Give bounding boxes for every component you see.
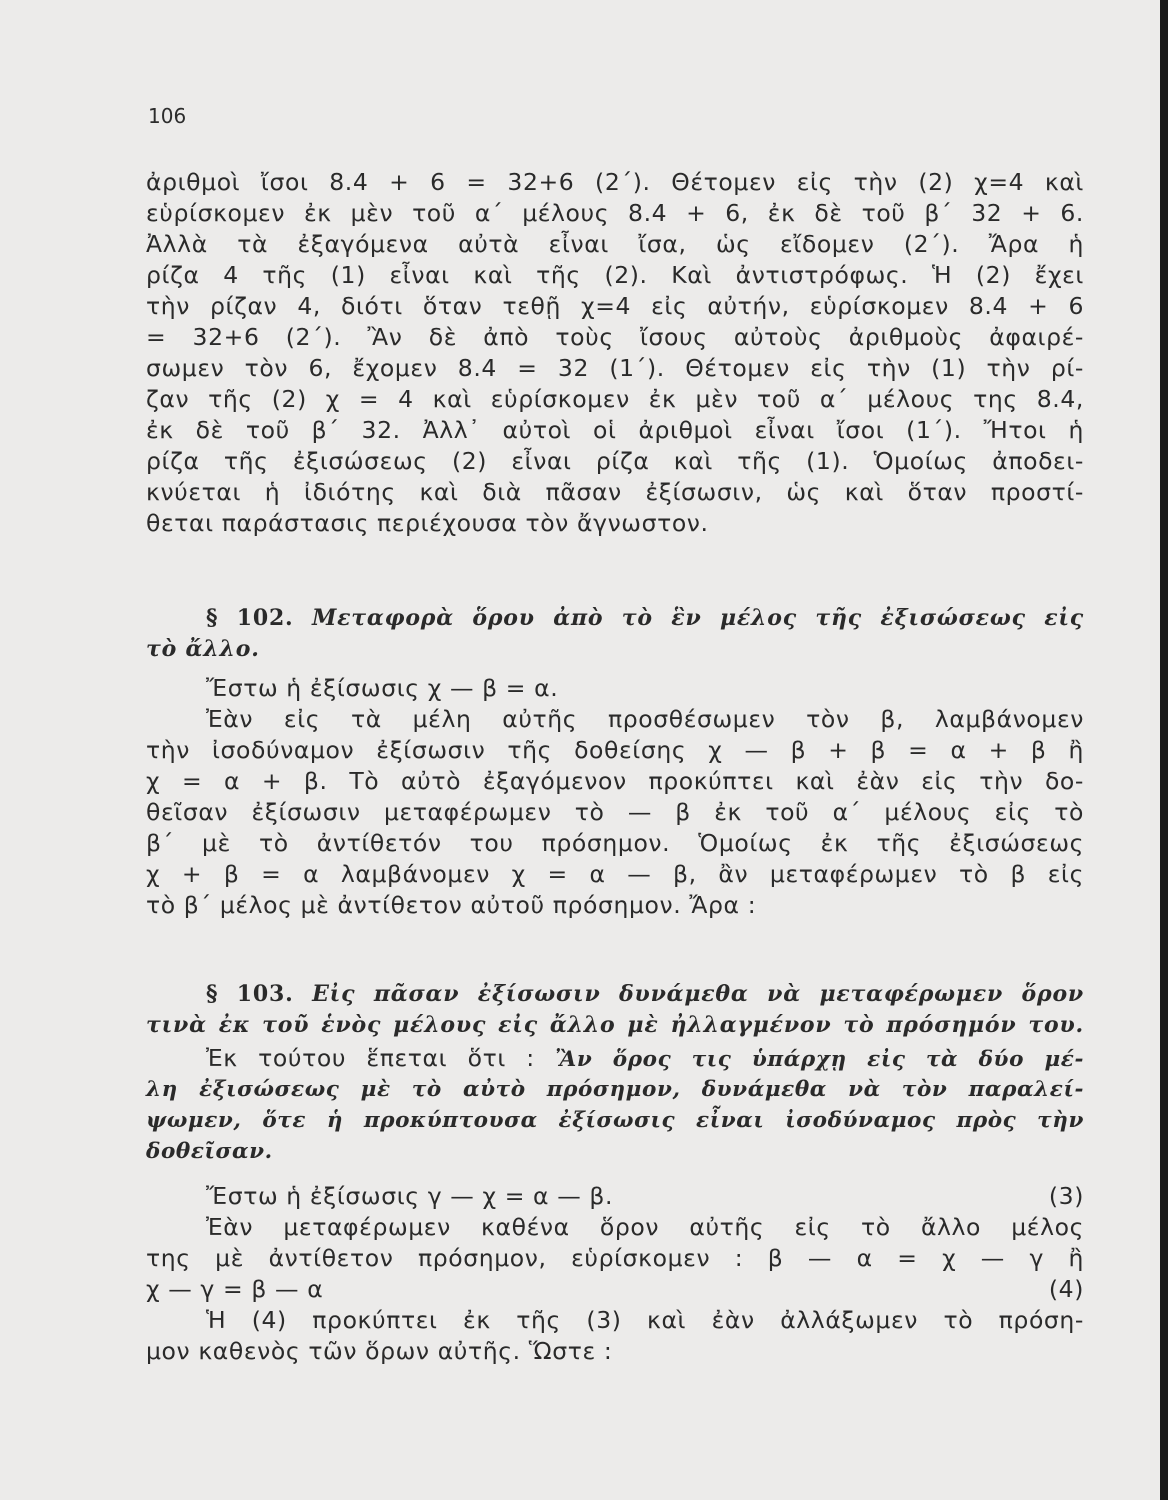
text-line: Ἀλλὰ τὰ ἐξαγόμενα αὐτὰ εἶναι ἴσα, ὡς εἴδομεν (2΄). Ἄρα ἡ xyxy=(146,230,1084,258)
text-line: της μὲ ἀντίθετον πρόσημον, εὑρίσκομεν : β — α = χ — γ ἢ xyxy=(146,1244,1084,1272)
text-line: ἀριθμοὶ ἴσοι 8.4 + 6 = 32+6 (2΄). Θέτομεν εἰς τὴν (2) χ=4 καὶ xyxy=(146,168,1084,196)
paragraph-2 xyxy=(146,673,1084,921)
rule-text: ψωμεν, ὅτε ἡ προκύπτουσα ἐξίσωσις εἶναι ἰσοδύναμος πρὸς τὴν xyxy=(146,1108,1084,1133)
rule-text: Ἂν ὅρος τις ὑπάρχῃ εἰς τὰ δύο μέ- xyxy=(555,1047,1084,1072)
text-line: ρίζα τῆς ἐξισώσεως (2) εἶναι ρίζα καὶ τῆς (1). Ὁμοίως ἀποδει- xyxy=(146,447,1084,475)
text-line: μον καθενὸς τῶν ὅρων αὐτῆς. Ὥστε : xyxy=(146,1337,613,1365)
section-title: Εἰς πᾶσαν ἐξίσωσιν δυνάμεθα νὰ μεταφέρωμεν ὅρον xyxy=(312,981,1084,1007)
paragraph-1 xyxy=(146,167,1084,539)
text-line: Ἐὰν εἰς τὰ μέλη αὐτῆς προσθέσωμεν τὸν β, λαμβάνομεν xyxy=(206,705,1084,733)
text-line xyxy=(146,1043,1084,1074)
lead-text: Ἐκ τούτου ἕπεται ὅτι : xyxy=(206,1044,556,1072)
rule-text: δοθεῖσαν. xyxy=(146,1139,273,1164)
equation-4-line xyxy=(146,1274,1084,1305)
text-line: σωμεν τὸν 6, ἔχομεν 8.4 = 32 (1΄). Θέτομεν εἰς τὴν (1) τὴν ρί- xyxy=(146,354,1084,382)
section-title-continued: τὸ ἄλλο. xyxy=(146,636,260,662)
section-heading-line xyxy=(146,979,1084,1010)
page-number: 106 xyxy=(148,104,187,128)
text-line: θεῖσαν ἐξίσωσιν μεταφέρωμεν τὸ — β ἐκ τοῦ α΄ μέλους εἰς τὸ xyxy=(146,798,1084,826)
text-line: θεται παράστασις περιέχουσα τὸν ἄγνωστον. xyxy=(146,509,709,537)
text-line: χ + β = α λαμβάνομεν χ = α — β, ἂν μεταφέρωμεν τὸ β εἰς xyxy=(146,860,1084,888)
section-102-heading xyxy=(146,603,1084,665)
text-line: β΄ μὲ τὸ ἀντίθετόν του πρόσημον. Ὁμοίως ἐκ τῆς ἐξισώσεως xyxy=(146,829,1084,857)
text-line: χ = α + β. Τὸ αὐτὸ ἐξαγόμενον προκύπτει καὶ ἐὰν εἰς τὴν δο- xyxy=(146,767,1084,795)
section-heading-line xyxy=(146,603,1084,634)
equation-3-line xyxy=(146,1181,1084,1212)
text-line: Ἐὰν μεταφέρωμεν καθένα ὅρον αὐτῆς εἰς τὸ ἄλλο μέλος xyxy=(206,1213,1084,1241)
text-line: ζαν τῆς (2) χ = 4 καὶ εὑρίσκομεν ἐκ μὲν τοῦ α΄ μέλους της 8.4, xyxy=(146,385,1084,413)
equation-label-4: (4) xyxy=(1048,1275,1084,1303)
text-line: Ἡ (4) προκύπτει ἐκ τῆς (3) καὶ ἐὰν ἀλλάξωμεν τὸ πρόση- xyxy=(206,1306,1084,1334)
section-number: § 102. xyxy=(206,605,294,631)
section-title: Μεταφορὰ ὅρου ἀπὸ τὸ ἓν μέλος τῆς ἐξισώσεως εἰς xyxy=(311,605,1085,631)
text-line: Ἔστω ἡ ἐξίσωσις χ — β = α. xyxy=(206,674,559,702)
rule-text: λη ἐξισώσεως μὲ τὸ αὐτὸ πρόσημον, δυνάμεθα νὰ τὸν παραλεί- xyxy=(146,1077,1084,1102)
text-line: εὑρίσκομεν ἐκ μὲν τοῦ α΄ μέλους 8.4 + 6, ἐκ δὲ τοῦ β΄ 32 + 6. xyxy=(146,199,1084,227)
text-line: κνύεται ἡ ἰδιότης καὶ διὰ πᾶσαν ἐξίσωσιν, ὡς καὶ ὅταν προστί- xyxy=(146,478,1084,506)
text-line: = 32+6 (2΄). Ἂν δὲ ἀπὸ τοὺς ἴσους αὐτοὺς ἀριθμοὺς ἀφαιρέ- xyxy=(146,323,1084,351)
section-title-continued: τινὰ ἐκ τοῦ ἑνὸς μέλους εἰς ἄλλο μὲ ἠλλαγμένον τὸ πρόσημόν του. xyxy=(146,1012,1084,1038)
section-103-heading xyxy=(146,979,1084,1041)
text-line: τὸ β΄ μέλος μὲ ἀντίθετον αὐτοῦ πρόσημον. Ἄρα : xyxy=(146,891,757,919)
equation-3: Ἔστω ἡ ἐξίσωσις γ — χ = α — β. xyxy=(206,1182,614,1210)
equation-label-3: (3) xyxy=(1048,1182,1084,1210)
text-line: ἐκ δὲ τοῦ β΄ 32. Ἀλλ᾿ αὐτοὶ οἱ ἀριθμοὶ εἶναι ἴσοι (1΄). Ἤτοι ἡ xyxy=(146,416,1084,444)
section-number: § 103. xyxy=(206,981,294,1007)
text-line: τὴν ἰσοδύναμον ἐξίσωσιν τῆς δοθείσης χ — β + β = α + β ἢ xyxy=(146,736,1084,764)
text-line: τὴν ρίζαν 4, διότι ὅταν τεθῇ χ=4 εἰς αὐτήν, εὑρίσκομεν 8.4 + 6 xyxy=(146,292,1084,320)
paragraph-3 xyxy=(146,1043,1084,1167)
paragraph-4 xyxy=(146,1181,1084,1367)
text-line: ρίζα 4 τῆς (1) εἶναι καὶ τῆς (2). Καὶ ἀντιστρόφως. Ἡ (2) ἔχει xyxy=(146,261,1084,289)
equation-4: χ — γ = β — α xyxy=(146,1275,324,1303)
